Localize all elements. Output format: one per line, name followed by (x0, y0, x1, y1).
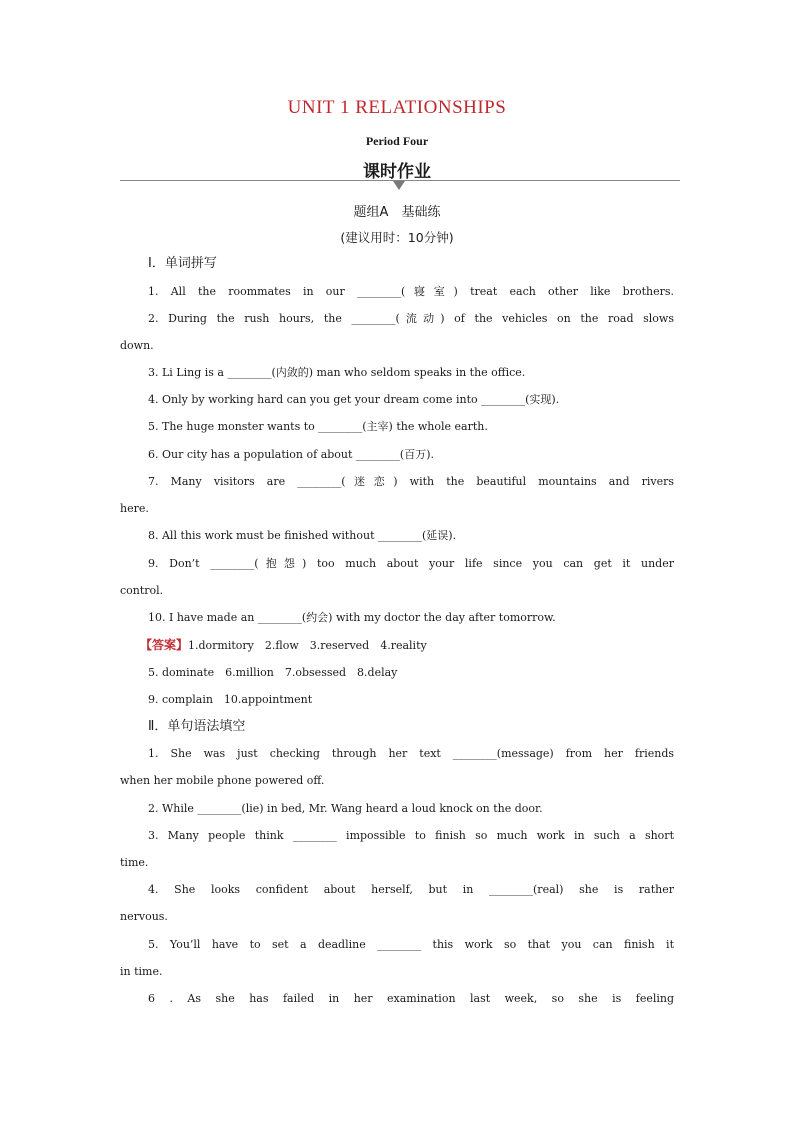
answer-text: 1.dormitory 2.flow 3.reserved 4.reality (188, 639, 427, 652)
exercise-line: 2. While ________(lie) in bed, Mr. Wang heard a loud knock on the door. (148, 802, 543, 815)
exercise-line: 8. All this work must be finished without ________(延误). (148, 529, 457, 542)
triangle-marker-icon (393, 181, 405, 190)
exercise-line: in time. (120, 965, 163, 978)
exercise-line: down. (120, 339, 154, 352)
exercise-line: here. (120, 502, 149, 515)
part1-label: Ⅰ．单词拼写 (148, 256, 217, 271)
section-heading: 课时作业 (363, 162, 431, 182)
exercise-line: 3. Li Ling is a ________(内敛的) man who seldom speaks in the office. (148, 366, 526, 379)
exercise-line: 4. Only by working hard can you get your dream come into ________(实现). (148, 393, 560, 406)
part2-label: Ⅱ．单句语法填空 (148, 719, 246, 734)
answer-tag: 【答案】 (140, 638, 189, 652)
period-subtitle: Period Four (365, 134, 429, 148)
exercise-line: 6 . As she has failed in her examination last week, so she is feeling (148, 992, 674, 1005)
exercise-line: 10. I have made an ________(约会) with my doctor the day after tomorrow. (148, 611, 556, 624)
exercise-line: 7. Many visitors are ________(迷恋) with the beautiful mountains and rivers (148, 475, 674, 488)
answer-line: 5. dominate 6.million 7.obsessed 8.delay (148, 666, 398, 679)
answer-line (140, 638, 427, 653)
suggested-time: (建议用时：10分钟) (340, 230, 454, 245)
exercise-line: 9. Don’t ________(抱怨) too much about your life since you can get it under (148, 557, 674, 570)
exercise-line: 3. Many people think ________ impossible to finish so much work in such a short (148, 829, 674, 842)
exercise-line: 5. You’ll have to set a deadline ________ this work so that you can finish it (148, 938, 674, 951)
exercise-line: when her mobile phone powered off. (120, 774, 325, 787)
exercise-line: 4. She looks confident about herself, but in ________(real) she is rather (148, 883, 674, 896)
answer-line: 9. complain 10.appointment (148, 693, 313, 706)
exercise-line: 6. Our city has a population of about ________(百万). (148, 448, 434, 461)
group-title: 题组A 基础练 (353, 205, 441, 220)
exercise-line: control. (120, 584, 164, 597)
exercise-line: 1. She was just checking through her text ________(message) from her friends (148, 747, 674, 760)
exercise-line: 2. During the rush hours, the ________(流动) of the vehicles on the road slows (148, 312, 674, 325)
exercise-line: 5. The huge monster wants to ________(主宰) the whole earth. (148, 420, 488, 433)
exercise-line: 1. All the roommates in our ________(寝室) treat each other like brothers. (148, 285, 674, 298)
exercise-line: nervous. (120, 910, 168, 923)
exercise-line: time. (120, 856, 149, 869)
unit-title: UNIT 1 RELATIONSHIPS (287, 97, 507, 118)
